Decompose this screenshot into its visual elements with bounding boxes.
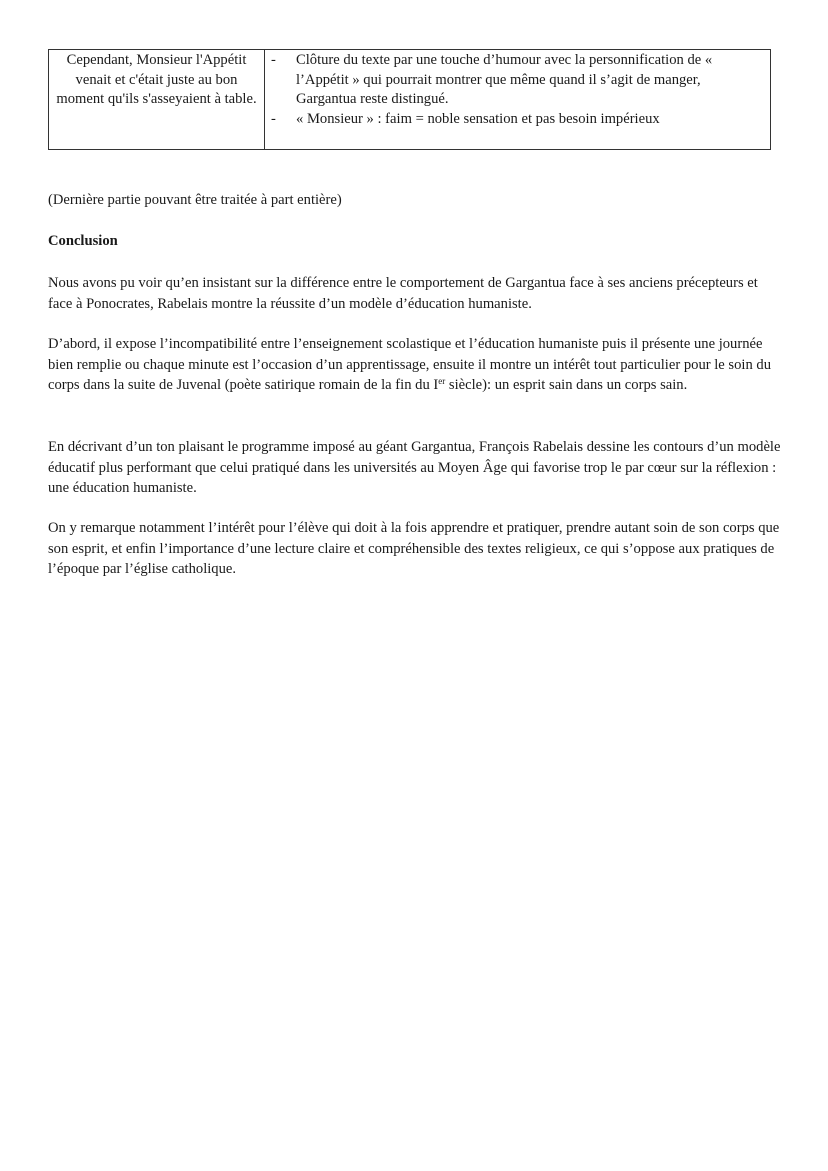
conclusion-paragraph-3: En décrivant d’un ton plaisant le programme imposé au géant Gargantua, François Rabelais dessine les contours d’un modèle éducatif plus performant que celui pratiqué dans les universités au Moyen Âge qui favorise trop le par cœur sur la réflexion : une éducation humaniste. (48, 439, 781, 496)
list-item (271, 51, 762, 110)
note-text: (Dernière partie pouvant être traitée à part entière) (48, 192, 342, 208)
point-text: « Monsieur » : faim = noble sensation et pas besoin impérieux (296, 110, 660, 127)
analysis-cell (265, 50, 771, 150)
bullet-dash: - (271, 110, 276, 127)
bullet-dash: - (271, 52, 276, 68)
quote-cell (49, 50, 265, 150)
conclusion-heading: Conclusion (48, 233, 118, 249)
ordinal-superscript: er (438, 376, 446, 386)
point-text: Clôture du texte par une touche d’humour avec la personnification de « l’Appétit » qui pourrait montrer que même quand il s’agit de manger, Gargantua reste distingué. (296, 52, 713, 107)
analysis-points (271, 51, 762, 129)
conclusion-paragraph-1: Nous avons pu voir qu’en insistant sur la différence entre le comportement de Gargantua face à ses anciens précepteurs et face à Ponocrates, Rabelais montre la réussite d’un modèle d’éducation humaniste. (48, 275, 758, 312)
analysis-table (48, 49, 771, 150)
paragraph-2-text-end: siècle): un esprit sain dans un corps sain. (445, 377, 688, 393)
list-item (271, 110, 762, 130)
conclusion-paragraph-4: On y remarque notamment l’intérêt pour l’élève qui doit à la fois apprendre et pratiquer, prendre autant soin de son corps que son esprit, et enfin l’importance d’une lecture claire et compréhensible des textes religieux, ce qui s’oppose aux pratiques de l’époque par l’église catholique. (48, 520, 780, 577)
conclusion-paragraph-2 (48, 334, 783, 396)
paragraph-2-text: D’abord, il expose l’incompatibilité entre l’enseignement scolastique et l’éducation humaniste puis il présente une journée bien remplie ou chaque minute est l’occasion d’un apprentissage, ensuite il montre un intérêt tout particulier pour le soin du corps dans la suite de Juvenal (poète satirique romain de la fin du I (48, 336, 771, 393)
table-row (49, 50, 771, 150)
quote-text: Cependant, Monsieur l'Appétit venait et c'était juste au bon moment qu'ils s'asseyaient à table. (56, 52, 257, 107)
